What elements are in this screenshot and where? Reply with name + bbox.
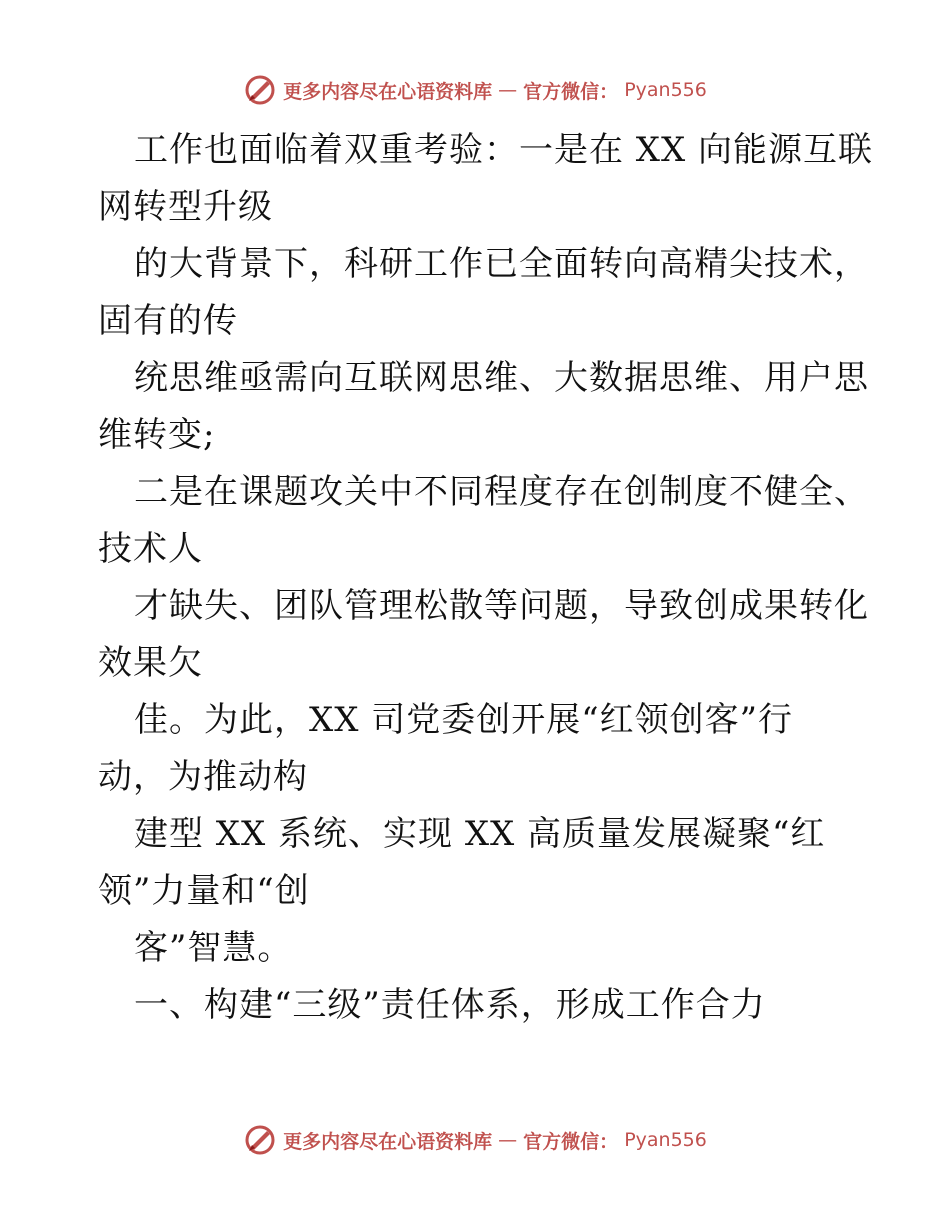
footer-banner: [0, 1120, 950, 1160]
banner-brand: 更多内容尽在心语资料库: [283, 1130, 493, 1153]
logo-icon: [243, 73, 277, 107]
banner-contact-id: Pyan556: [624, 79, 707, 101]
banner-contact-id: Pyan556: [624, 1129, 707, 1151]
body-line: 二是在课题攻关中不同程度存在创制度不健全、: [134, 472, 869, 512]
banner-contact-label: 官方微信：: [523, 80, 619, 103]
body-line: 建型 XX 系统、实现 XX 高质量发展凝聚“红: [134, 814, 826, 854]
body-line: 工作也面临着双重考验：一是在 XX 向能源互联: [134, 130, 874, 170]
body-line: 效果欠: [98, 643, 203, 683]
body-line: 维转变;: [98, 415, 216, 455]
logo-icon: [243, 1123, 277, 1157]
body-line: 动，为推动构: [98, 757, 308, 797]
body-line: 固有的传: [98, 301, 238, 341]
banner-separator: —: [498, 1129, 518, 1151]
document-body: [98, 122, 874, 1034]
section-heading: 一、构建“三级”责任体系，形成工作合力: [134, 985, 766, 1025]
body-line: 统思维亟需向互联网思维、大数据思维、用户思: [134, 358, 869, 398]
body-line: 网转型升级: [98, 187, 273, 227]
body-line: 佳。为此，XX 司党委创开展“红领创客”行: [134, 700, 793, 740]
body-line: 领”力量和“创: [98, 871, 310, 911]
header-banner: [0, 70, 950, 110]
banner-contact-label: 官方微信：: [523, 1130, 619, 1153]
banner-brand: 更多内容尽在心语资料库: [283, 80, 493, 103]
body-line: 的大背景下，科研工作已全面转向高精尖技术，: [134, 244, 869, 284]
body-line: 客”智慧。: [134, 928, 293, 968]
banner-separator: —: [498, 79, 518, 101]
body-line: 才缺失、团队管理松散等问题，导致创成果转化: [134, 586, 869, 626]
body-line: 技术人: [98, 529, 203, 569]
